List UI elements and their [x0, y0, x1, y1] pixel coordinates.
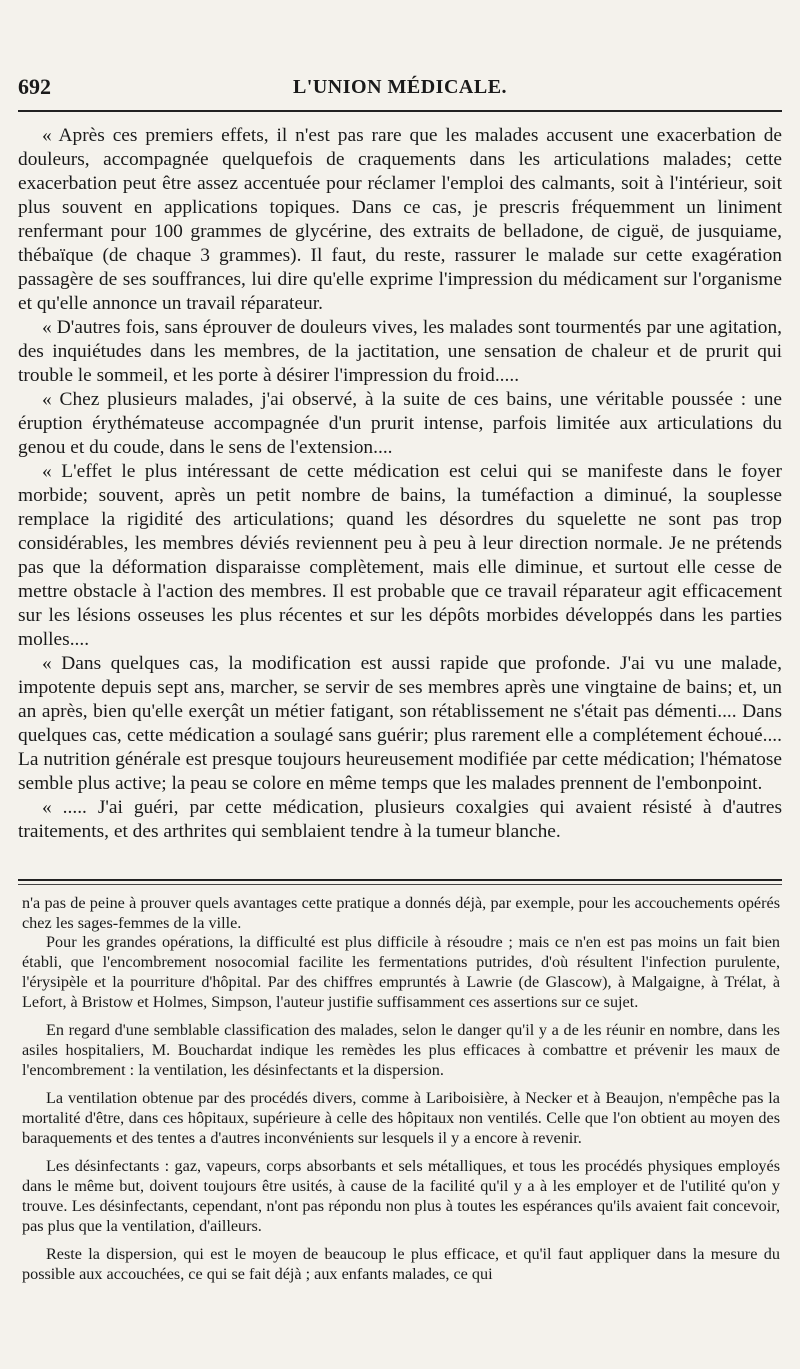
header-rule: [18, 110, 782, 112]
review-paragraph-2: Pour les grandes opérations, la difficulté est plus difficile à résoudre ; mais ce n'en est pas moins un fait bien établi, que l'encombrement nosocomial facilite les fermentations putrides, d'où résultent l'infection purulente, l'érysipèle et la pourriture d'hôpital. Par des chiffres empruntés à Lawrie (de Glascow), à Malgaigne, à Trélat, à Lefort, à Bristow et Holmes, Simpson, l'auteur justifie suffisamment ces assertions sur ce sujet.: [22, 933, 780, 1011]
review-paragraph-4: La ventilation obtenue par des procédés divers, comme à Lariboisière, à Necker et à Beaujon, n'empêche pas la mortalité d'être, dans ces hôpitaux, supérieure à celle des hôpitaux non ventilés. Celle que l'on obtient au moyen des baraquements et des tentes a d'autres inconvénients sur lesquels il y a encore à revenir.: [22, 1089, 780, 1147]
running-head: L'UNION MÉDICALE.: [292, 76, 508, 98]
quote-paragraph-2: « D'autres fois, sans éprouver de douleurs vives, les malades sont tourmentés par une agitation, des inquiétudes dans les membres, de la jactitation, une sensation de chaleur et de prurit qui trouble le sommeil, et les porte à désirer l'impression du froid.....: [18, 317, 782, 386]
review-paragraph-3: En regard d'une semblable classification des malades, selon le danger qu'il y a de les réunir en nombre, dans les asiles hospitaliers, M. Bouchardat indique les remèdes les plus efficaces à combattre et prévenir les maux de l'encombrement : la ventilation, les désinfectants et la dispersion.: [22, 1021, 780, 1079]
quote-paragraph-6: « ..... J'ai guéri, par cette médication, plusieurs coxalgies qui avaient résisté à d'autres traitements, et des arthrites qui semblaient tendre à la tumeur blanche.: [18, 797, 782, 842]
quote-paragraph-1: « Après ces premiers effets, il n'est pas rare que les malades accusent une exacerbation de douleurs, accompagnée quelquefois de craquements dans les articulations malades; cette exacerbation peut être assez accentuée pour réclamer l'emploi des calmants, soit à l'intérieur, soit plus souvent en applications topiques. Dans ce cas, je prescris fréquemment un liniment renfermant pour 100 grammes de glycérine, des extraits de belladone, de ciguë, de jusquiame, thébaïque (de chaque 3 grammes). Il faut, du reste, rassurer le malade sur cette exagération passagère de ses souffrances, lui dire qu'elle exprime l'impression du médicament sur l'organisme et qu'elle annonce un travail réparateur.: [18, 125, 782, 314]
section-divider: [18, 879, 782, 881]
review-section: [22, 894, 780, 1285]
review-paragraph-6: Reste la dispersion, qui est le moyen de beaucoup le plus efficace, et qu'il faut appliquer dans la mesure du possible aux accouchées, ce qui se fait déjà ; aux enfants malades, ce qui: [22, 1245, 780, 1283]
review-paragraph-1: n'a pas de peine à prouver quels avantages cette pratique a donnés déjà, par exemple, pour les accouchements opérés chez les sages-femmes de la ville.: [22, 894, 780, 932]
review-paragraph-5: Les désinfectants : gaz, vapeurs, corps absorbants et sels métalliques, et tous les procédés physiques employés dans le même but, doivent toujours être usités, à cause de la facilité qu'il y a à les employer et de l'utilité qu'on y trouve. Les désinfectants, cependant, n'ont pas répondu non plus à toutes les espérances qu'ils avaient fait concevoir, pas plus que la ventilation, d'ailleurs.: [22, 1157, 780, 1235]
quote-paragraph-5: « Dans quelques cas, la modification est aussi rapide que profonde. J'ai vu une malade, impotente depuis sept ans, marcher, se servir de ses membres après une vingtaine de bains; et, un an après, bien qu'elle exerçât un métier fatigant, son rétablissement ne s'était pas démenti.... Dans quelques cas, cette médication a soulagé sans guérir; plus rarement elle a complétement échoué.... La nutrition générale est presque toujours heureusement modifiée par cette médication; l'hématose semble plus active; la peau se colore en même temps que les malades prennent de l'embonpoint.: [18, 653, 782, 794]
quote-paragraph-4: « L'effet le plus intéressant de cette médication est celui qui se manifeste dans le foyer morbide; souvent, après un petit nombre de bains, la tuméfaction a diminué, la souplesse remplace la rigidité des articulations; quand les désordres du squelette ne sont pas trop considérables, les membres déviés reviennent peu à peu à leur direction normale. Je ne prétends pas que la déformation disparaisse complètement, mais elle diminue, et surtout elle cesse de mettre obstacle à l'action des membres. Il est probable que ce travail réparateur agit efficacement sur les lésions osseuses les plus récentes et sur les dépôts morbides développés dans les parties molles....: [18, 461, 782, 650]
section-divider-thin: [18, 884, 782, 885]
quoted-section: [18, 124, 782, 844]
page-number: 692: [18, 74, 51, 99]
page-header: [18, 74, 782, 104]
quote-paragraph-3: « Chez plusieurs malades, j'ai observé, à la suite de ces bains, une véritable poussée : une éruption érythémateuse accompagnée d'un prurit intense, parfois limitée aux articulations du genou et du coude, dans le sens de l'extension....: [18, 389, 782, 458]
